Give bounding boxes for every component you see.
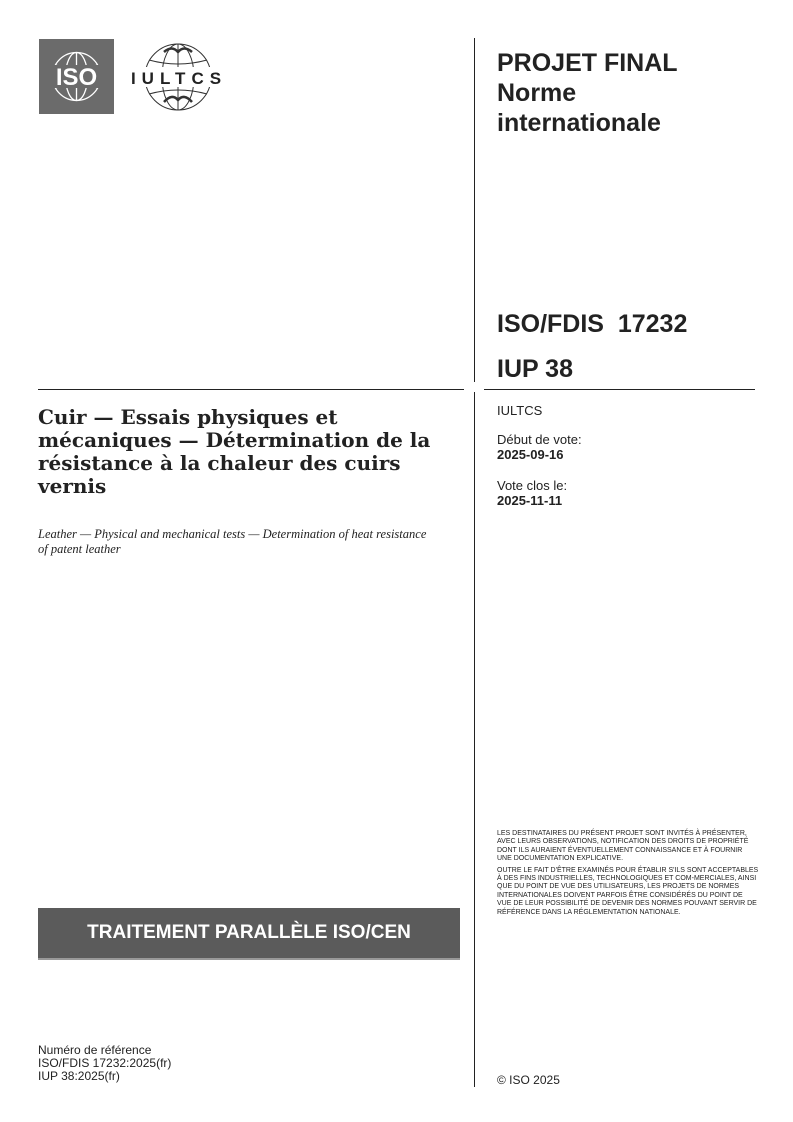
parallel-processing-banner <box>38 908 460 960</box>
document-status <box>497 48 678 138</box>
vertical-divider-top <box>474 38 475 382</box>
iultcs-logo-text: IULTCS <box>130 69 228 88</box>
disclaimer-paragraph-2: OUTRE LE FAIT D'ÊTRE EXAMINÉS POUR ÉTABLIR S'ILS SONT ACCEPTABLES À DES FINS INDUSTRIELLES, TECHNOLOGIQUES ET COM-MERCIALES, AINSI QUE DU POINT DE VUE DES UTILISATEURS, LES PROJETS DE NORMES INTERNATIONALES DOIVENT PARFOIS ÊTRE CONSIDÉRÉS DU POINT DE VUE DE LEUR POSSIBILITÉ DE DEVENIR DES NORMES POUVANT SERVIR DE RÉFÉRENCE DANS LA RÉGLEMENTATION NATIONALE. <box>497 866 759 916</box>
iultcs-globe-icon <box>120 40 238 114</box>
horizontal-divider-left <box>38 389 464 390</box>
reference-block <box>38 1044 171 1083</box>
vote-start-date: 2025-09-16 <box>497 447 564 462</box>
vertical-divider-bottom <box>474 392 475 1087</box>
disclaimer-paragraph-1: LES DESTINATAIRES DU PRÉSENT PROJET SONT INVITÉS À PRÉSENTER, AVEC LEURS OBSERVATIONS, NOTIFICATION DES DROITS DE PROPRIÉTÉ DONT ILS AURAIENT ÉVENTUELLEMENT CONNAISSANCE ET À FOURNIR UNE DOCUMENTATION EXPLICATIVE. <box>497 830 749 863</box>
disclaimer <box>497 830 759 920</box>
document-number: ISO/FDIS 17232 <box>497 310 688 338</box>
iso-logo-text: ISO <box>55 64 98 91</box>
iup-number: IUP 38 <box>497 355 573 383</box>
status-line-2: Norme <box>497 79 577 107</box>
iso-globe-icon <box>39 39 114 114</box>
status-line-1: PROJET FINAL <box>497 49 678 77</box>
organization: IULTCS <box>497 403 543 418</box>
vote-start-label: Début de vote: <box>497 432 582 447</box>
iso-reference: ISO/FDIS 17232:2025(fr) <box>38 1056 172 1070</box>
copyright: © ISO 2025 <box>497 1073 560 1087</box>
horizontal-divider-right <box>484 389 755 390</box>
iup-reference: IUP 38:2025(fr) <box>38 1069 120 1083</box>
iso-logo <box>39 39 114 114</box>
reference-label: Numéro de référence <box>38 1043 152 1057</box>
title-french: Cuir — Essais physiques et mécaniques — Détermination de la résistance à la chaleur des cuirs vernis <box>38 405 431 498</box>
title-english: Leather — Physical and mechanical tests — Determination of heat resistance of patent leather <box>38 527 427 556</box>
iultcs-logo <box>120 40 238 114</box>
status-line-3: internationale <box>497 109 661 137</box>
vote-end-label: Vote clos le: <box>497 478 568 493</box>
vote-end-date: 2025-11-11 <box>497 493 563 508</box>
banner-text: TRAITEMENT PARALLÈLE ISO/CEN <box>87 922 411 943</box>
